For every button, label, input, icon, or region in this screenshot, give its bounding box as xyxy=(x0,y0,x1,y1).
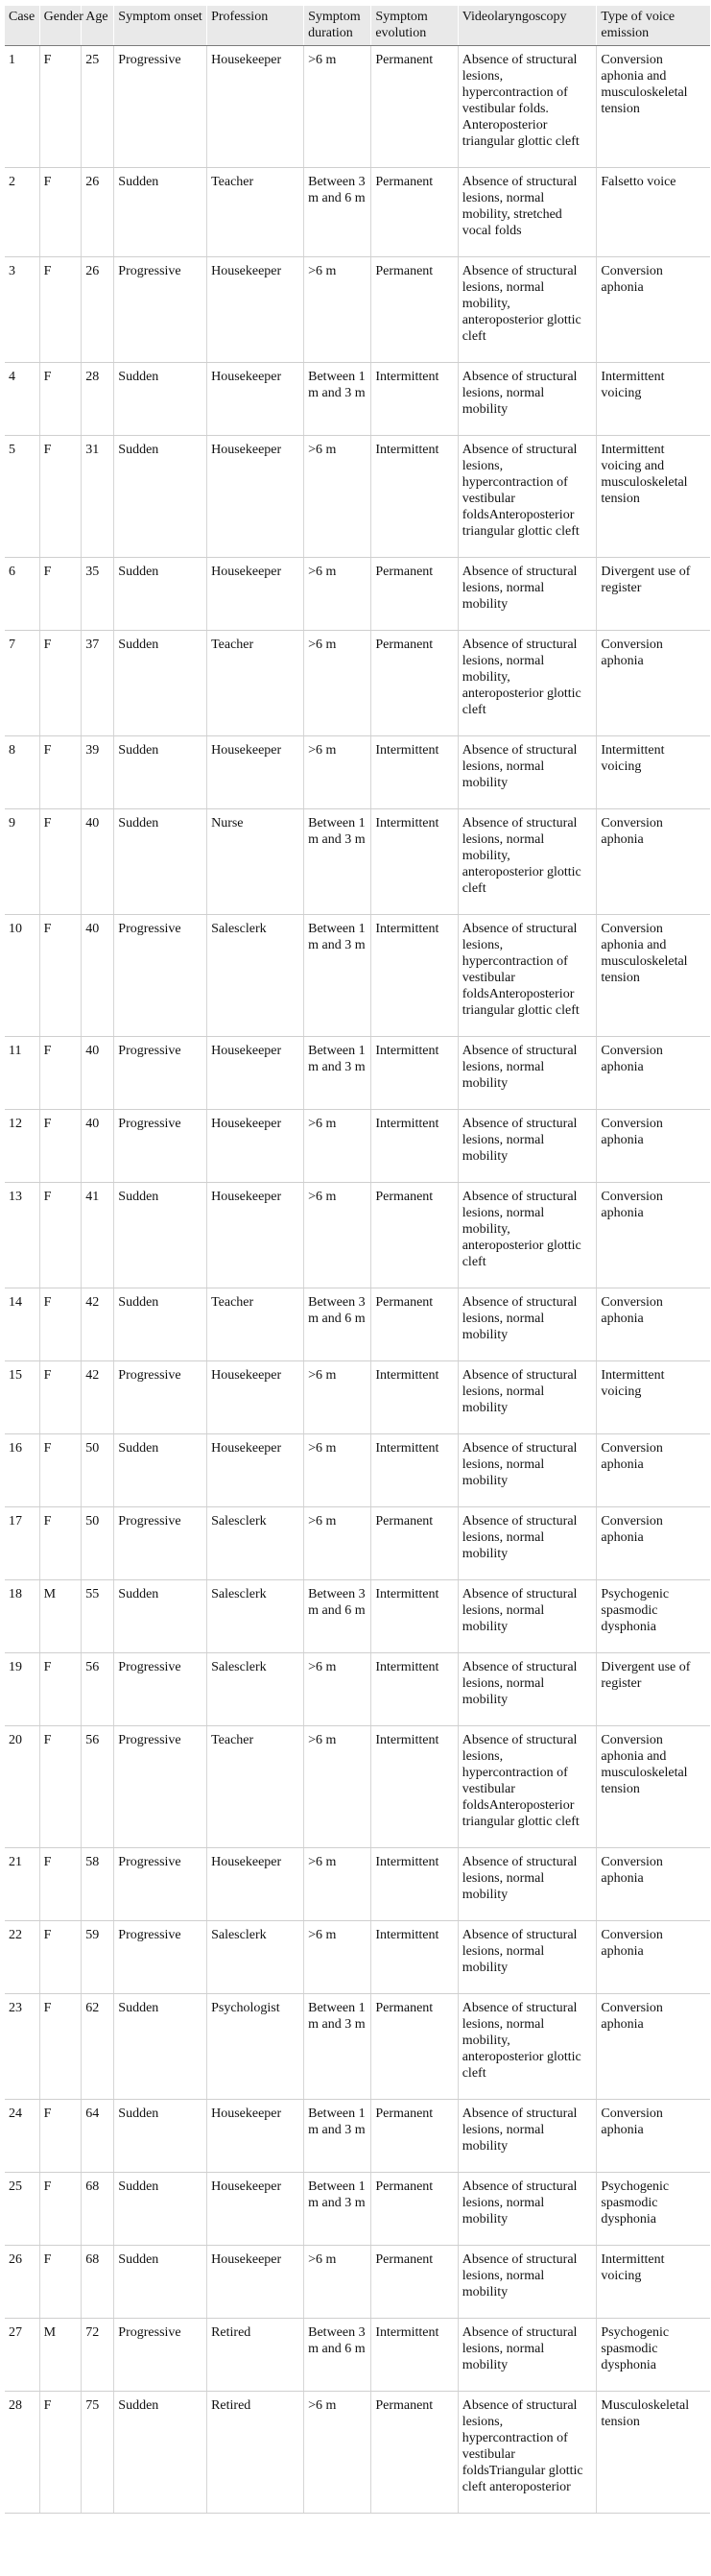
profession-cell: Housekeeper xyxy=(207,1110,304,1183)
gender-cell: F xyxy=(39,436,82,558)
case-table xyxy=(5,6,710,2514)
age-cell: 37 xyxy=(82,631,114,736)
age-cell: 26 xyxy=(82,257,114,363)
voice-emission-cell: Psychogenic spasmodic dysphonia xyxy=(597,2173,710,2246)
symptom-duration-cell: >6 m xyxy=(304,436,371,558)
header-videolaryngoscopy: Videolaryngoscopy xyxy=(458,6,597,46)
voice-emission-cell: Conversion aphonia xyxy=(597,1434,710,1507)
symptom-onset-cell: Sudden xyxy=(114,2392,207,2514)
videolaryngoscopy-cell: Absence of structural lesions, normal mobility, anteroposterior glottic cleft xyxy=(458,1183,597,1288)
table-row xyxy=(5,1288,710,1361)
case-cell: 15 xyxy=(5,1361,39,1434)
symptom-duration-cell: >6 m xyxy=(304,1183,371,1288)
case-cell: 12 xyxy=(5,1110,39,1183)
table-row xyxy=(5,736,710,809)
symptom-onset-cell: Sudden xyxy=(114,631,207,736)
profession-cell: Retired xyxy=(207,2392,304,2514)
age-cell: 68 xyxy=(82,2173,114,2246)
symptom-onset-cell: Sudden xyxy=(114,2100,207,2173)
case-cell: 26 xyxy=(5,2246,39,2319)
age-cell: 56 xyxy=(82,1653,114,1726)
table-row xyxy=(5,2173,710,2246)
voice-emission-cell: Conversion aphonia xyxy=(597,1921,710,1994)
case-cell: 22 xyxy=(5,1921,39,1994)
videolaryngoscopy-cell: Absence of structural lesions, hypercontraction of vestibular foldsAnteroposterior triangular glottic cleft xyxy=(458,436,597,558)
voice-emission-cell: Conversion aphonia xyxy=(597,1848,710,1921)
header-voice-emission: Type of voice emission xyxy=(597,6,710,46)
symptom-duration-cell: >6 m xyxy=(304,558,371,631)
symptom-onset-cell: Sudden xyxy=(114,1434,207,1507)
age-cell: 62 xyxy=(82,1994,114,2100)
table-row xyxy=(5,915,710,1037)
symptom-duration-cell: >6 m xyxy=(304,2246,371,2319)
age-cell: 68 xyxy=(82,2246,114,2319)
table-row xyxy=(5,1361,710,1434)
symptom-duration-cell: >6 m xyxy=(304,1848,371,1921)
table-row xyxy=(5,2100,710,2173)
case-cell: 16 xyxy=(5,1434,39,1507)
gender-cell: F xyxy=(39,2173,82,2246)
profession-cell: Teacher xyxy=(207,1726,304,1848)
symptom-evolution-cell: Permanent xyxy=(371,2392,458,2514)
videolaryngoscopy-cell: Absence of structural lesions, normal mobility xyxy=(458,1037,597,1110)
header-gender: Gender xyxy=(39,6,82,46)
voice-emission-cell: Intermittent voicing xyxy=(597,736,710,809)
profession-cell: Housekeeper xyxy=(207,2100,304,2173)
symptom-evolution-cell: Intermittent xyxy=(371,363,458,436)
header-symptom-evolution: Symptom evolution xyxy=(371,6,458,46)
videolaryngoscopy-cell: Absence of structural lesions, normal mobility xyxy=(458,363,597,436)
symptom-evolution-cell: Permanent xyxy=(371,558,458,631)
symptom-duration-cell: >6 m xyxy=(304,2392,371,2514)
table-row xyxy=(5,809,710,915)
symptom-evolution-cell: Intermittent xyxy=(371,736,458,809)
table-row xyxy=(5,1653,710,1726)
videolaryngoscopy-cell: Absence of structural lesions, normal mobility xyxy=(458,1361,597,1434)
symptom-evolution-cell: Permanent xyxy=(371,1288,458,1361)
voice-emission-cell: Conversion aphonia and musculoskeletal tension xyxy=(597,46,710,168)
case-cell: 20 xyxy=(5,1726,39,1848)
symptom-duration-cell: Between 1 m and 3 m xyxy=(304,2173,371,2246)
videolaryngoscopy-cell: Absence of structural lesions, normal mobility, stretched vocal folds xyxy=(458,168,597,257)
voice-emission-cell: Conversion aphonia and musculoskeletal tension xyxy=(597,1726,710,1848)
symptom-onset-cell: Sudden xyxy=(114,558,207,631)
table-row xyxy=(5,1921,710,1994)
table-row xyxy=(5,1110,710,1183)
gender-cell: F xyxy=(39,1434,82,1507)
table-row xyxy=(5,1507,710,1580)
gender-cell: F xyxy=(39,1653,82,1726)
header-profession: Profession xyxy=(207,6,304,46)
gender-cell: F xyxy=(39,257,82,363)
symptom-duration-cell: >6 m xyxy=(304,1361,371,1434)
voice-emission-cell: Falsetto voice xyxy=(597,168,710,257)
symptom-onset-cell: Progressive xyxy=(114,1507,207,1580)
gender-cell: M xyxy=(39,1580,82,1653)
age-cell: 42 xyxy=(82,1288,114,1361)
profession-cell: Housekeeper xyxy=(207,2246,304,2319)
profession-cell: Teacher xyxy=(207,168,304,257)
gender-cell: F xyxy=(39,2392,82,2514)
gender-cell: F xyxy=(39,1921,82,1994)
table-row xyxy=(5,1726,710,1848)
table-header-row xyxy=(5,6,710,46)
videolaryngoscopy-cell: Absence of structural lesions, hypercontraction of vestibular folds. Anteroposterior triangular glottic cleft xyxy=(458,46,597,168)
symptom-onset-cell: Sudden xyxy=(114,1183,207,1288)
case-cell: 24 xyxy=(5,2100,39,2173)
symptom-onset-cell: Progressive xyxy=(114,46,207,168)
case-cell: 17 xyxy=(5,1507,39,1580)
symptom-duration-cell: >6 m xyxy=(304,1921,371,1994)
gender-cell: F xyxy=(39,1726,82,1848)
case-cell: 28 xyxy=(5,2392,39,2514)
age-cell: 41 xyxy=(82,1183,114,1288)
symptom-onset-cell: Progressive xyxy=(114,1848,207,1921)
symptom-evolution-cell: Intermittent xyxy=(371,1110,458,1183)
gender-cell: F xyxy=(39,168,82,257)
symptom-duration-cell: >6 m xyxy=(304,631,371,736)
gender-cell: F xyxy=(39,2100,82,2173)
gender-cell: M xyxy=(39,2319,82,2392)
case-cell: 9 xyxy=(5,809,39,915)
table-row xyxy=(5,46,710,168)
voice-emission-cell: Musculoskeletal tension xyxy=(597,2392,710,2514)
videolaryngoscopy-cell: Absence of structural lesions, normal mobility xyxy=(458,1921,597,1994)
symptom-duration-cell: >6 m xyxy=(304,736,371,809)
videolaryngoscopy-cell: Absence of structural lesions, normal mobility, anteroposterior glottic cleft xyxy=(458,631,597,736)
case-cell: 23 xyxy=(5,1994,39,2100)
case-cell: 25 xyxy=(5,2173,39,2246)
symptom-duration-cell: Between 3 m and 6 m xyxy=(304,1580,371,1653)
symptom-evolution-cell: Permanent xyxy=(371,257,458,363)
symptom-evolution-cell: Intermittent xyxy=(371,2319,458,2392)
videolaryngoscopy-cell: Absence of structural lesions, normal mobility xyxy=(458,736,597,809)
symptom-evolution-cell: Intermittent xyxy=(371,1580,458,1653)
symptom-evolution-cell: Permanent xyxy=(371,168,458,257)
voice-emission-cell: Intermittent voicing xyxy=(597,2246,710,2319)
age-cell: 42 xyxy=(82,1361,114,1434)
table-row xyxy=(5,436,710,558)
voice-emission-cell: Conversion aphonia xyxy=(597,2100,710,2173)
voice-emission-cell: Psychogenic spasmodic dysphonia xyxy=(597,1580,710,1653)
age-cell: 25 xyxy=(82,46,114,168)
voice-emission-cell: Conversion aphonia and musculoskeletal tension xyxy=(597,915,710,1037)
symptom-duration-cell: >6 m xyxy=(304,1726,371,1848)
table-row xyxy=(5,2246,710,2319)
symptom-onset-cell: Progressive xyxy=(114,915,207,1037)
symptom-onset-cell: Sudden xyxy=(114,168,207,257)
symptom-onset-cell: Sudden xyxy=(114,1994,207,2100)
symptom-evolution-cell: Permanent xyxy=(371,1507,458,1580)
profession-cell: Housekeeper xyxy=(207,736,304,809)
gender-cell: F xyxy=(39,1110,82,1183)
profession-cell: Salesclerk xyxy=(207,1580,304,1653)
symptom-evolution-cell: Intermittent xyxy=(371,915,458,1037)
symptom-onset-cell: Sudden xyxy=(114,363,207,436)
videolaryngoscopy-cell: Absence of structural lesions, normal mobility xyxy=(458,2100,597,2173)
symptom-evolution-cell: Intermittent xyxy=(371,1848,458,1921)
profession-cell: Housekeeper xyxy=(207,1848,304,1921)
gender-cell: F xyxy=(39,809,82,915)
profession-cell: Psychologist xyxy=(207,1994,304,2100)
videolaryngoscopy-cell: Absence of structural lesions, normal mobility xyxy=(458,558,597,631)
case-cell: 2 xyxy=(5,168,39,257)
symptom-evolution-cell: Intermittent xyxy=(371,1653,458,1726)
age-cell: 58 xyxy=(82,1848,114,1921)
symptom-onset-cell: Sudden xyxy=(114,736,207,809)
voice-emission-cell: Conversion aphonia xyxy=(597,631,710,736)
gender-cell: F xyxy=(39,1288,82,1361)
voice-emission-cell: Conversion aphonia xyxy=(597,257,710,363)
table-body xyxy=(5,46,710,2514)
gender-cell: F xyxy=(39,46,82,168)
table-row xyxy=(5,2319,710,2392)
symptom-evolution-cell: Permanent xyxy=(371,2100,458,2173)
case-cell: 14 xyxy=(5,1288,39,1361)
symptom-evolution-cell: Permanent xyxy=(371,46,458,168)
symptom-evolution-cell: Intermittent xyxy=(371,1037,458,1110)
videolaryngoscopy-cell: Absence of structural lesions, normal mobility, anteroposterior glottic cleft xyxy=(458,1994,597,2100)
table-row xyxy=(5,631,710,736)
symptom-evolution-cell: Intermittent xyxy=(371,1921,458,1994)
symptom-onset-cell: Progressive xyxy=(114,1726,207,1848)
videolaryngoscopy-cell: Absence of structural lesions, hypercontraction of vestibular foldsTriangular glottic cleft anteroposterior xyxy=(458,2392,597,2514)
table-row xyxy=(5,1037,710,1110)
gender-cell: F xyxy=(39,558,82,631)
videolaryngoscopy-cell: Absence of structural lesions, normal mobility xyxy=(458,2246,597,2319)
gender-cell: F xyxy=(39,1848,82,1921)
voice-emission-cell: Conversion aphonia xyxy=(597,1288,710,1361)
videolaryngoscopy-cell: Absence of structural lesions, hypercontraction of vestibular foldsAnteroposterior triangular glottic cleft xyxy=(458,1726,597,1848)
videolaryngoscopy-cell: Absence of structural lesions, normal mobility xyxy=(458,1110,597,1183)
symptom-duration-cell: Between 1 m and 3 m xyxy=(304,363,371,436)
age-cell: 75 xyxy=(82,2392,114,2514)
table-row xyxy=(5,1580,710,1653)
profession-cell: Housekeeper xyxy=(207,436,304,558)
symptom-onset-cell: Progressive xyxy=(114,1653,207,1726)
videolaryngoscopy-cell: Absence of structural lesions, normal mobility xyxy=(458,2319,597,2392)
profession-cell: Teacher xyxy=(207,1288,304,1361)
table-row xyxy=(5,257,710,363)
gender-cell: F xyxy=(39,915,82,1037)
age-cell: 26 xyxy=(82,168,114,257)
symptom-duration-cell: Between 3 m and 6 m xyxy=(304,1288,371,1361)
voice-emission-cell: Conversion aphonia xyxy=(597,1110,710,1183)
case-cell: 18 xyxy=(5,1580,39,1653)
profession-cell: Salesclerk xyxy=(207,915,304,1037)
symptom-onset-cell: Progressive xyxy=(114,1361,207,1434)
gender-cell: F xyxy=(39,1507,82,1580)
table-row xyxy=(5,1434,710,1507)
voice-emission-cell: Conversion aphonia xyxy=(597,1994,710,2100)
case-cell: 8 xyxy=(5,736,39,809)
symptom-onset-cell: Sudden xyxy=(114,2173,207,2246)
case-cell: 1 xyxy=(5,46,39,168)
videolaryngoscopy-cell: Absence of structural lesions, normal mobility xyxy=(458,1580,597,1653)
symptom-evolution-cell: Permanent xyxy=(371,1994,458,2100)
profession-cell: Housekeeper xyxy=(207,363,304,436)
age-cell: 55 xyxy=(82,1580,114,1653)
voice-emission-cell: Conversion aphonia xyxy=(597,1507,710,1580)
videolaryngoscopy-cell: Absence of structural lesions, normal mobility, anteroposterior glottic cleft xyxy=(458,257,597,363)
profession-cell: Housekeeper xyxy=(207,1434,304,1507)
gender-cell: F xyxy=(39,363,82,436)
age-cell: 35 xyxy=(82,558,114,631)
profession-cell: Housekeeper xyxy=(207,1361,304,1434)
symptom-onset-cell: Progressive xyxy=(114,1921,207,1994)
symptom-duration-cell: Between 1 m and 3 m xyxy=(304,809,371,915)
profession-cell: Retired xyxy=(207,2319,304,2392)
symptom-evolution-cell: Permanent xyxy=(371,2246,458,2319)
voice-emission-cell: Intermittent voicing xyxy=(597,1361,710,1434)
table-row xyxy=(5,2392,710,2514)
voice-emission-cell: Psychogenic spasmodic dysphonia xyxy=(597,2319,710,2392)
symptom-duration-cell: Between 1 m and 3 m xyxy=(304,915,371,1037)
symptom-duration-cell: >6 m xyxy=(304,257,371,363)
age-cell: 40 xyxy=(82,1037,114,1110)
age-cell: 72 xyxy=(82,2319,114,2392)
case-cell: 13 xyxy=(5,1183,39,1288)
case-cell: 19 xyxy=(5,1653,39,1726)
header-symptom-duration: Symptom duration xyxy=(304,6,371,46)
voice-emission-cell: Conversion aphonia xyxy=(597,1183,710,1288)
videolaryngoscopy-cell: Absence of structural lesions, normal mobility xyxy=(458,1288,597,1361)
symptom-onset-cell: Progressive xyxy=(114,1110,207,1183)
profession-cell: Salesclerk xyxy=(207,1921,304,1994)
symptom-duration-cell: >6 m xyxy=(304,1507,371,1580)
voice-emission-cell: Conversion aphonia xyxy=(597,809,710,915)
symptom-onset-cell: Progressive xyxy=(114,257,207,363)
age-cell: 39 xyxy=(82,736,114,809)
profession-cell: Housekeeper xyxy=(207,1037,304,1110)
age-cell: 28 xyxy=(82,363,114,436)
videolaryngoscopy-cell: Absence of structural lesions, hypercontraction of vestibular foldsAnteroposterior triangular glottic cleft xyxy=(458,915,597,1037)
profession-cell: Salesclerk xyxy=(207,1653,304,1726)
symptom-onset-cell: Sudden xyxy=(114,809,207,915)
symptom-duration-cell: >6 m xyxy=(304,1653,371,1726)
symptom-evolution-cell: Intermittent xyxy=(371,1726,458,1848)
age-cell: 40 xyxy=(82,915,114,1037)
gender-cell: F xyxy=(39,1037,82,1110)
gender-cell: F xyxy=(39,1361,82,1434)
table-row xyxy=(5,1848,710,1921)
symptom-duration-cell: >6 m xyxy=(304,46,371,168)
table-row xyxy=(5,1183,710,1288)
case-cell: 21 xyxy=(5,1848,39,1921)
voice-emission-cell: Intermittent voicing and musculoskeletal tension xyxy=(597,436,710,558)
case-cell: 3 xyxy=(5,257,39,363)
symptom-duration-cell: Between 1 m and 3 m xyxy=(304,1037,371,1110)
age-cell: 56 xyxy=(82,1726,114,1848)
symptom-evolution-cell: Intermittent xyxy=(371,1434,458,1507)
voice-emission-cell: Intermittent voicing xyxy=(597,363,710,436)
symptom-onset-cell: Progressive xyxy=(114,1037,207,1110)
gender-cell: F xyxy=(39,1994,82,2100)
profession-cell: Housekeeper xyxy=(207,257,304,363)
table-row xyxy=(5,168,710,257)
age-cell: 64 xyxy=(82,2100,114,2173)
videolaryngoscopy-cell: Absence of structural lesions, normal mobility xyxy=(458,1434,597,1507)
header-case: Case xyxy=(5,6,39,46)
symptom-duration-cell: >6 m xyxy=(304,1434,371,1507)
voice-emission-cell: Conversion aphonia xyxy=(597,1037,710,1110)
voice-emission-cell: Divergent use of register xyxy=(597,558,710,631)
case-cell: 7 xyxy=(5,631,39,736)
case-cell: 11 xyxy=(5,1037,39,1110)
header-age: Age xyxy=(82,6,114,46)
symptom-evolution-cell: Intermittent xyxy=(371,809,458,915)
table-row xyxy=(5,363,710,436)
videolaryngoscopy-cell: Absence of structural lesions, normal mobility xyxy=(458,2173,597,2246)
symptom-onset-cell: Sudden xyxy=(114,2246,207,2319)
symptom-duration-cell: >6 m xyxy=(304,1110,371,1183)
case-cell: 6 xyxy=(5,558,39,631)
symptom-onset-cell: Progressive xyxy=(114,2319,207,2392)
symptom-evolution-cell: Intermittent xyxy=(371,436,458,558)
age-cell: 59 xyxy=(82,1921,114,1994)
videolaryngoscopy-cell: Absence of structural lesions, normal mobility xyxy=(458,1507,597,1580)
profession-cell: Housekeeper xyxy=(207,1183,304,1288)
symptom-evolution-cell: Intermittent xyxy=(371,1361,458,1434)
age-cell: 40 xyxy=(82,809,114,915)
videolaryngoscopy-cell: Absence of structural lesions, normal mobility xyxy=(458,1653,597,1726)
profession-cell: Salesclerk xyxy=(207,1507,304,1580)
profession-cell: Housekeeper xyxy=(207,46,304,168)
gender-cell: F xyxy=(39,736,82,809)
symptom-duration-cell: Between 3 m and 6 m xyxy=(304,2319,371,2392)
case-cell: 10 xyxy=(5,915,39,1037)
case-cell: 4 xyxy=(5,363,39,436)
age-cell: 50 xyxy=(82,1507,114,1580)
symptom-evolution-cell: Permanent xyxy=(371,2173,458,2246)
videolaryngoscopy-cell: Absence of structural lesions, normal mobility xyxy=(458,1848,597,1921)
case-cell: 27 xyxy=(5,2319,39,2392)
age-cell: 50 xyxy=(82,1434,114,1507)
header-symptom-onset: Symptom onset xyxy=(114,6,207,46)
table-row xyxy=(5,1994,710,2100)
gender-cell: F xyxy=(39,1183,82,1288)
symptom-duration-cell: Between 1 m and 3 m xyxy=(304,2100,371,2173)
symptom-duration-cell: Between 1 m and 3 m xyxy=(304,1994,371,2100)
case-cell: 5 xyxy=(5,436,39,558)
symptom-onset-cell: Sudden xyxy=(114,1288,207,1361)
symptom-evolution-cell: Permanent xyxy=(371,1183,458,1288)
voice-emission-cell: Divergent use of register xyxy=(597,1653,710,1726)
symptom-evolution-cell: Permanent xyxy=(371,631,458,736)
profession-cell: Teacher xyxy=(207,631,304,736)
age-cell: 31 xyxy=(82,436,114,558)
symptom-onset-cell: Sudden xyxy=(114,436,207,558)
symptom-duration-cell: Between 3 m and 6 m xyxy=(304,168,371,257)
table-row xyxy=(5,558,710,631)
gender-cell: F xyxy=(39,2246,82,2319)
profession-cell: Housekeeper xyxy=(207,558,304,631)
gender-cell: F xyxy=(39,631,82,736)
videolaryngoscopy-cell: Absence of structural lesions, normal mobility, anteroposterior glottic cleft xyxy=(458,809,597,915)
profession-cell: Nurse xyxy=(207,809,304,915)
profession-cell: Housekeeper xyxy=(207,2173,304,2246)
symptom-onset-cell: Sudden xyxy=(114,1580,207,1653)
age-cell: 40 xyxy=(82,1110,114,1183)
